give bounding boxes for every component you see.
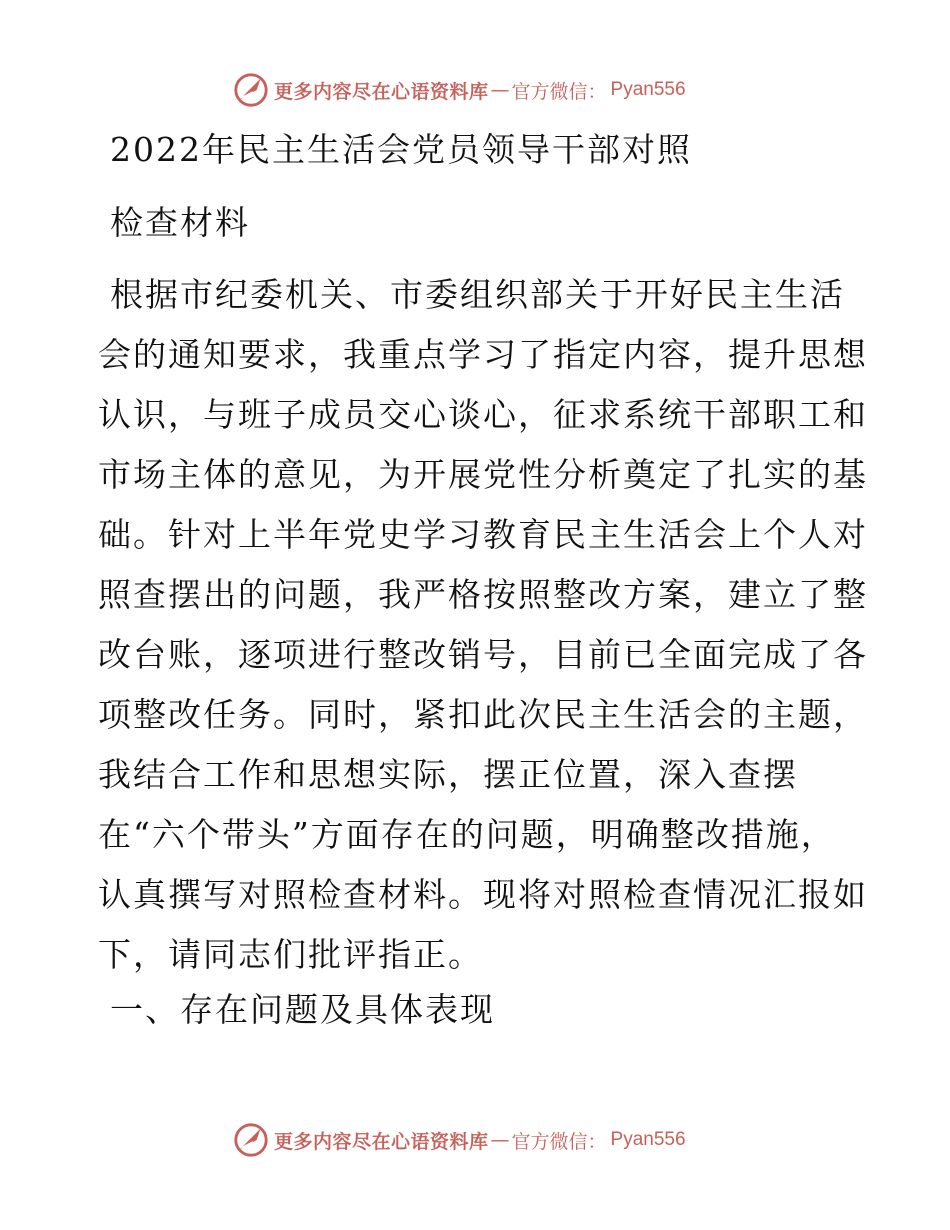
quill-logo-icon (232, 71, 270, 109)
paragraph-line: 项整改任务。同时，紧扣此次民主生活会的主题， (98, 695, 868, 734)
banner-official-label: 官方微信： (511, 1130, 607, 1153)
paragraph-line: 认识，与班子成员交心谈心，征求系统干部职工和 (98, 395, 868, 434)
quill-logo-icon (232, 1121, 270, 1159)
paragraph-line: 市场主体的意见，为开展党性分析奠定了扎实的基 (98, 455, 868, 494)
paragraph-line: 认真撰写对照检查材料。现将对照检查情况汇报如 (98, 875, 868, 914)
document-title-line-1: 2022年民主生活会党员领导干部对照 (110, 130, 692, 169)
paragraph-line: 照查摆出的问题，我严格按照整改方案，建立了整 (98, 575, 868, 614)
header-banner (232, 70, 686, 110)
paragraph-line: 根据市纪委机关、市委组织部关于开好民主生活 (110, 275, 845, 314)
banner-site-text: 更多内容尽在心语资料库 (274, 1130, 489, 1153)
paragraph-line: 我结合工作和思想实际，摆正位置，深入查摆 (98, 755, 798, 794)
banner-dash: — (490, 79, 510, 101)
paragraph-line: 会的通知要求，我重点学习了指定内容，提升思想 (98, 335, 868, 374)
body-paragraph (98, 275, 868, 995)
paragraph-line: 改台账，逐项进行整改销号，目前已全面完成了各 (98, 635, 868, 674)
paragraph-line: 下，请同志们批评指正。 (98, 935, 483, 974)
banner-wechat-id: Pyan556 (610, 1129, 686, 1150)
footer-banner (232, 1120, 686, 1160)
banner-site-text: 更多内容尽在心语资料库 (274, 80, 489, 103)
banner-official-label: 官方微信： (511, 80, 607, 103)
section-heading: 一、存在问题及具体表现 (110, 990, 495, 1029)
banner-dash: — (490, 1129, 510, 1151)
paragraph-line: 在“六个带头”方面存在的问题，明确整改措施， (98, 815, 836, 854)
document-title-line-2: 检查材料 (110, 203, 250, 242)
paragraph-line: 础。针对上半年党史学习教育民主生活会上个人对 (98, 515, 868, 554)
banner-wechat-id: Pyan556 (610, 79, 686, 100)
